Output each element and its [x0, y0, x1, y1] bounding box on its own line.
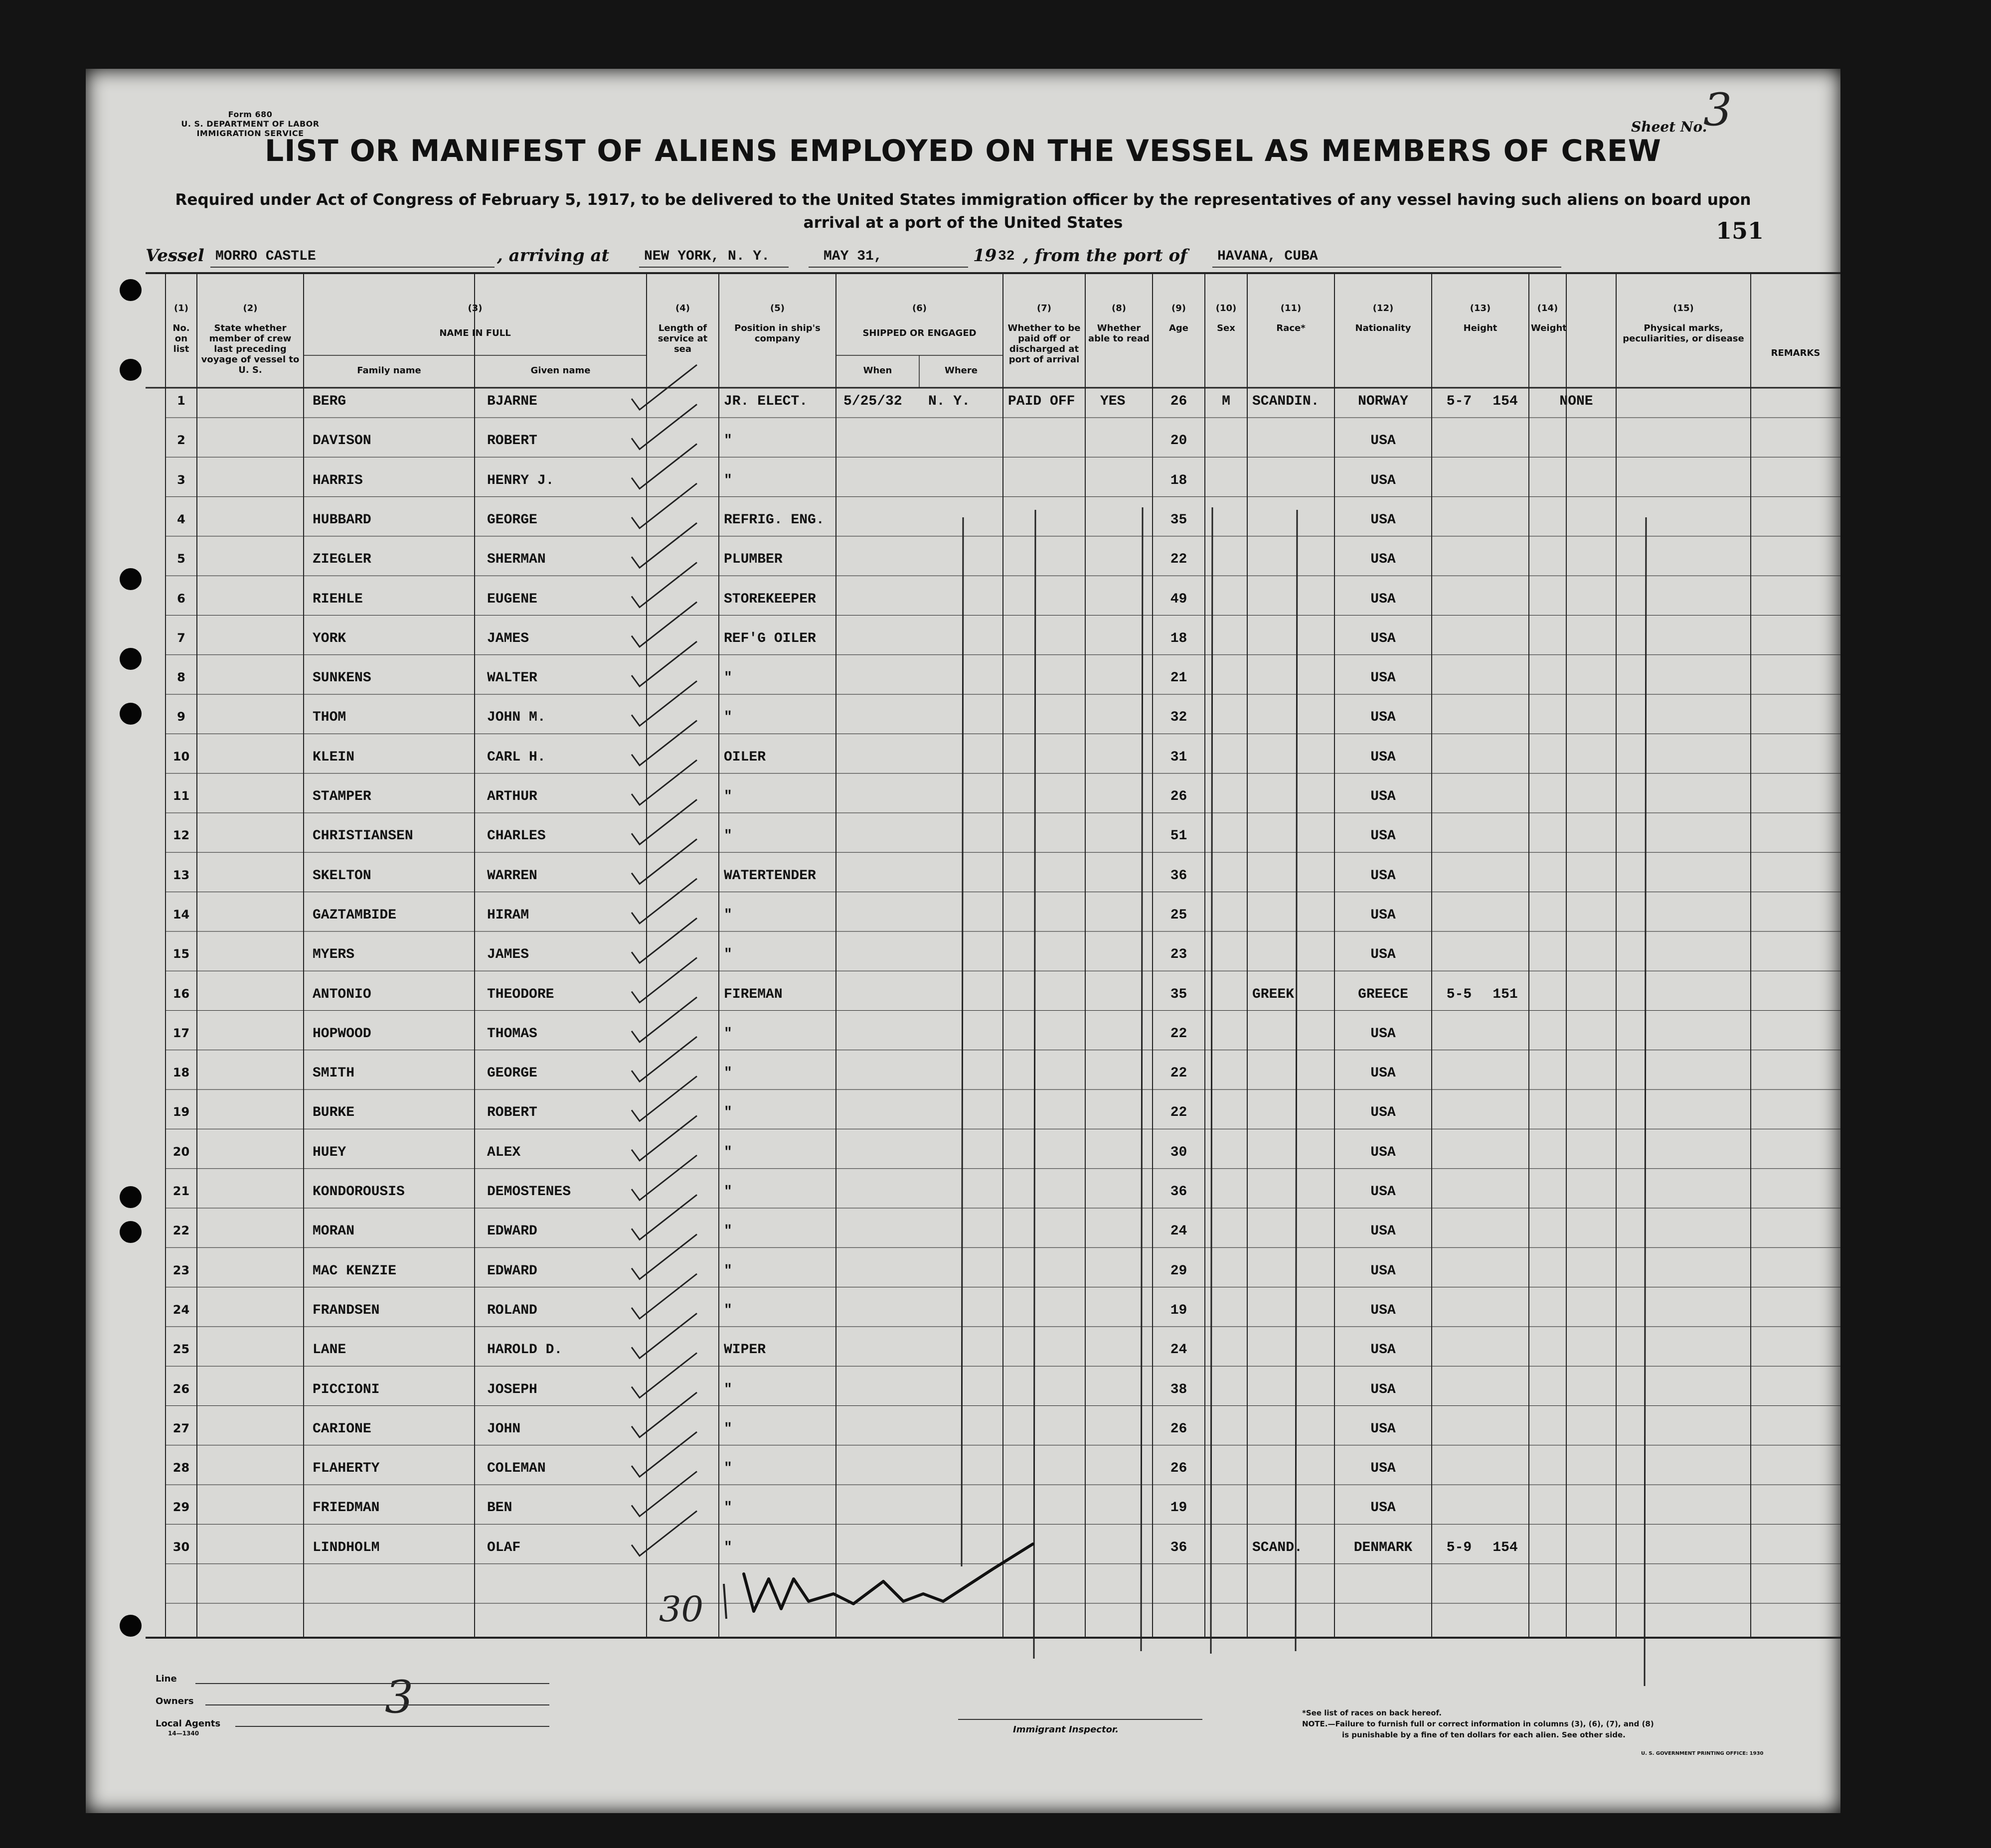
cell-given: JOSEPH — [487, 1382, 537, 1397]
cell-no: 8 — [177, 670, 185, 685]
cell-given: HENRY J. — [487, 472, 554, 488]
cell-position: " — [724, 1144, 732, 1160]
cell-position: " — [724, 1263, 732, 1279]
col-where-header: Where — [945, 365, 978, 376]
col-paid-off-number: (7) — [1037, 303, 1051, 313]
arriving-label: , arriving at — [497, 246, 610, 266]
cell-no: 9 — [177, 710, 185, 724]
cell-position: FIREMAN — [724, 986, 783, 1002]
vessel-label: Vessel — [146, 246, 204, 266]
col-shipped-number: (6) — [912, 303, 927, 313]
cell-age: 18 — [1170, 630, 1187, 646]
col-paid-off-header: Whether to be paid off or discharged at port of arrival — [1007, 323, 1081, 365]
department-name: U. S. DEPARTMENT OF LABOR — [181, 119, 320, 129]
cell-nationality: NORWAY — [1358, 394, 1408, 409]
page-title: LIST OR MANIFEST OF ALIENS EMPLOYED ON THE VESSEL AS MEMBERS OF CREW — [265, 134, 1661, 168]
cell-no: 4 — [177, 512, 185, 526]
cell-given: GEORGE — [487, 1066, 537, 1081]
col-height-header: Height — [1463, 323, 1497, 333]
cell-family: PICCIONI — [313, 1382, 380, 1397]
cell-given: EDWARD — [487, 1263, 537, 1279]
cell-age: 19 — [1170, 1500, 1187, 1516]
col-service-length-number: (4) — [675, 303, 690, 313]
cell-family: LANE — [313, 1342, 346, 1358]
punch-hole — [120, 648, 142, 670]
cell-nationality: USA — [1370, 868, 1396, 884]
cell-family: ZIEGLER — [313, 552, 371, 568]
col-service-length-header: Length of service at sea — [658, 323, 708, 354]
line-value: 3 — [385, 1671, 414, 1723]
cell-family: MAC KENZIE — [313, 1263, 397, 1279]
cell-age: 20 — [1170, 433, 1187, 449]
cell-nationality: USA — [1370, 1302, 1396, 1318]
cell-weight: 154 — [1493, 1540, 1518, 1555]
cell-given: ROLAND — [487, 1302, 537, 1318]
cell-family: CARIONE — [313, 1421, 371, 1437]
cell-nationality: USA — [1370, 472, 1396, 488]
cell-position: " — [724, 1026, 732, 1042]
cell-nationality: USA — [1370, 1461, 1396, 1477]
arrival-date: MAY 31, — [824, 249, 882, 264]
cell-age: 35 — [1170, 986, 1187, 1002]
page-number: 151 — [1716, 217, 1764, 244]
cell-family: SMITH — [313, 1066, 355, 1081]
col-position-header: Position in ship's company — [734, 323, 821, 344]
cell-no: 22 — [172, 1224, 190, 1238]
cell-nationality: USA — [1370, 749, 1396, 765]
cell-nationality: USA — [1370, 907, 1396, 923]
cell-read: YES — [1100, 394, 1126, 409]
cell-nationality: USA — [1370, 591, 1396, 607]
cell-race: SCANDIN. — [1252, 394, 1320, 409]
cell-nationality: USA — [1370, 789, 1396, 804]
cell-no: 17 — [172, 1026, 190, 1040]
cell-position: " — [724, 907, 732, 923]
cell-height: 5-5 — [1446, 986, 1472, 1002]
cell-nationality: USA — [1370, 670, 1396, 686]
cell-age: 49 — [1170, 591, 1187, 607]
cell-age: 22 — [1170, 1105, 1187, 1121]
footer-rules — [86, 69, 1840, 1813]
cell-height: 5-9 — [1446, 1540, 1472, 1555]
cell-family: BERG — [313, 394, 346, 409]
cell-no: 28 — [172, 1461, 190, 1475]
cell-given: DEMOSTENES — [487, 1184, 571, 1200]
cell-given: CARL H. — [487, 749, 546, 765]
col-shipped-header: SHIPPED OR ENGAGED — [862, 328, 977, 338]
cell-family: MORAN — [313, 1224, 355, 1239]
cell-family: DAVISON — [313, 433, 371, 449]
cell-no: 27 — [172, 1421, 190, 1435]
cell-age: 36 — [1170, 868, 1187, 884]
cell-nationality: USA — [1370, 1026, 1396, 1042]
cell-marks: NONE — [1559, 394, 1593, 409]
cell-position: " — [724, 1461, 732, 1477]
cell-family: SKELTON — [313, 868, 371, 884]
cell-family: MYERS — [313, 947, 355, 963]
cell-age: 24 — [1170, 1342, 1187, 1358]
cell-family: BURKE — [313, 1105, 355, 1121]
cell-family: ANTONIO — [313, 986, 371, 1002]
cell-position: " — [724, 1421, 732, 1437]
col-age-number: (9) — [1171, 303, 1186, 313]
cell-nationality: USA — [1370, 1342, 1396, 1358]
cell-no: 16 — [172, 986, 190, 1001]
cell-nationality: USA — [1370, 1421, 1396, 1437]
cell-position: " — [724, 1540, 732, 1555]
cell-nationality: USA — [1370, 1105, 1396, 1121]
sheet-number-value: 3 — [1703, 84, 1732, 136]
col-name-number: (3) — [468, 303, 483, 313]
line-label: Line — [156, 1674, 177, 1684]
cell-age: 51 — [1170, 828, 1187, 844]
cell-no: 15 — [172, 947, 190, 961]
cell-age: 36 — [1170, 1184, 1187, 1200]
cell-position: " — [724, 710, 732, 726]
cell-position: " — [724, 828, 732, 844]
cell-given: GEORGE — [487, 512, 537, 528]
cell-no: 19 — [172, 1105, 190, 1119]
cell-position: " — [724, 947, 732, 963]
cell-position: PLUMBER — [724, 552, 783, 568]
cell-age: 26 — [1170, 394, 1187, 409]
cell-position: JR. ELECT. — [724, 394, 808, 409]
cell-given: WARREN — [487, 868, 537, 884]
col-name-header: NAME IN FULL — [439, 328, 511, 338]
cell-age: 26 — [1170, 1421, 1187, 1437]
cell-nationality: USA — [1370, 1066, 1396, 1081]
col-nationality-number: (12) — [1372, 303, 1394, 313]
cell-nationality: USA — [1370, 1184, 1396, 1200]
cell-position: " — [724, 1105, 732, 1121]
cell-family: SUNKENS — [313, 670, 371, 686]
cell-position: OILER — [724, 749, 766, 765]
cell-given: EDWARD — [487, 1224, 537, 1239]
printing-note: U. S. GOVERNMENT PRINTING OFFICE: 1930 — [1641, 1751, 1764, 1756]
col-read-header: Whether able to read — [1088, 323, 1150, 344]
cell-given: EUGENE — [487, 591, 537, 607]
cell-when: 5/25/32 — [843, 394, 902, 409]
cell-no: 10 — [172, 749, 190, 764]
cell-age: 30 — [1170, 1144, 1187, 1160]
cell-given: JAMES — [487, 630, 529, 646]
inspector-signature — [744, 1544, 1033, 1611]
cell-no: 24 — [172, 1302, 190, 1317]
col-physical-marks-header: Physical marks, peculiarities, or disease — [1623, 323, 1744, 344]
cell-nationality: USA — [1370, 828, 1396, 844]
col-height-number: (13) — [1470, 303, 1491, 313]
year-prefix: 19 — [973, 246, 997, 266]
col-family-name-header: Family name — [357, 365, 421, 376]
cell-age: 35 — [1170, 512, 1187, 528]
local-agents-label: Local Agents — [156, 1718, 221, 1729]
punch-hole — [120, 279, 142, 301]
punch-hole — [120, 703, 142, 725]
page-subtitle: Required under Act of Congress of February 5, 1917, to be delivered to the United States immigration officer by the representatives of any vessel having such aliens on board upon arrival at a port of the United States — [175, 191, 1751, 232]
cell-given: BJARNE — [487, 394, 537, 409]
cell-given: OLAF — [487, 1540, 521, 1555]
cell-no: 30 — [172, 1540, 190, 1554]
cell-no: 1 — [177, 394, 185, 408]
cell-nationality: DENMARK — [1353, 1540, 1413, 1555]
col-weight-header: Weight — [1531, 323, 1567, 333]
cell-where: N. Y. — [928, 394, 971, 409]
cell-no: 20 — [172, 1144, 190, 1159]
col-no-number: (1) — [174, 303, 188, 313]
cell-age: 24 — [1170, 1224, 1187, 1239]
punch-hole — [120, 568, 142, 590]
cell-no: 7 — [177, 630, 185, 645]
cell-position: WIPER — [724, 1342, 766, 1358]
cell-nationality: USA — [1370, 512, 1396, 528]
cell-family: YORK — [313, 630, 346, 646]
arrival-port: NEW YORK, N. Y. — [644, 249, 770, 264]
cell-nationality: USA — [1370, 947, 1396, 963]
origin-port: HAVANA, CUBA — [1217, 249, 1318, 264]
cell-no: 5 — [177, 552, 185, 566]
col-race-number: (11) — [1280, 303, 1302, 313]
cell-position: " — [724, 789, 732, 804]
col-position-number: (5) — [770, 303, 785, 313]
cell-nationality: USA — [1370, 1263, 1396, 1279]
col-sex-number: (10) — [1215, 303, 1237, 313]
cell-position: " — [724, 1066, 732, 1081]
cell-given: HIRAM — [487, 907, 529, 923]
cell-age: 26 — [1170, 789, 1187, 804]
cell-position: " — [724, 472, 732, 488]
cell-given: JOHN M. — [487, 710, 546, 726]
cell-no: 11 — [172, 789, 190, 803]
cell-no: 2 — [177, 433, 185, 448]
cell-family: HOPWOOD — [313, 1026, 371, 1042]
col-race-header: Race* — [1276, 323, 1306, 333]
cell-paid: PAID OFF — [1008, 394, 1075, 409]
cell-no: 25 — [172, 1342, 190, 1357]
vessel-name: MORRO CASTLE — [215, 249, 316, 264]
cell-position: " — [724, 1224, 732, 1239]
cell-age: 23 — [1170, 947, 1187, 963]
cell-nationality: USA — [1370, 1144, 1396, 1160]
from-port-label: , from the port of — [1023, 246, 1187, 266]
col-no-header: No. on list — [172, 323, 190, 354]
cell-position: STOREKEEPER — [724, 591, 816, 607]
cell-given: HAROLD D. — [487, 1342, 563, 1358]
cell-age: 22 — [1170, 1026, 1187, 1042]
cell-given: THEODORE — [487, 986, 554, 1002]
cell-given: ROBERT — [487, 433, 537, 449]
col-sex-header: Sex — [1217, 323, 1235, 333]
punch-hole — [120, 1221, 142, 1243]
cell-given: ARTHUR — [487, 789, 537, 804]
cell-given: ALEX — [487, 1144, 521, 1160]
cell-nationality: USA — [1370, 1382, 1396, 1397]
cell-height: 5-7 — [1446, 394, 1472, 409]
cell-position: WATERTENDER — [724, 868, 816, 884]
cell-family: LINDHOLM — [313, 1540, 380, 1555]
service-name: IMMIGRATION SERVICE — [196, 129, 304, 138]
cell-family: THOM — [313, 710, 346, 726]
punch-hole — [120, 1615, 142, 1637]
cell-age: 19 — [1170, 1302, 1187, 1318]
punch-hole — [120, 359, 142, 381]
penalty-note-cont: is punishable by a fine of ten dollars for each alien. See other side. — [1342, 1730, 1626, 1739]
cell-nationality: USA — [1370, 1224, 1396, 1239]
cell-position: " — [724, 670, 732, 686]
cell-sex: M — [1222, 394, 1230, 409]
cell-given: WALTER — [487, 670, 537, 686]
race-note: *See list of races on back hereof. — [1302, 1708, 1442, 1717]
cell-no: 12 — [172, 828, 190, 843]
cell-no: 21 — [172, 1184, 190, 1198]
col-physical-marks-number: (15) — [1673, 303, 1694, 313]
cell-family: FRANDSEN — [313, 1302, 380, 1318]
cell-nationality: GREECE — [1358, 986, 1408, 1002]
punch-hole — [120, 1186, 142, 1208]
cell-position: " — [724, 1500, 732, 1516]
cell-no: 23 — [172, 1263, 190, 1277]
cell-given: CHARLES — [487, 828, 546, 844]
col-remarks-header: REMARKS — [1771, 348, 1821, 358]
cell-position: " — [724, 433, 732, 449]
cell-no: 29 — [172, 1500, 190, 1515]
cell-weight: 151 — [1493, 986, 1518, 1002]
col-nationality-header: Nationality — [1355, 323, 1411, 333]
col-weight-number: (14) — [1537, 303, 1558, 313]
cell-family: CHRISTIANSEN — [313, 828, 413, 844]
cell-no: 26 — [172, 1382, 190, 1396]
cell-age: 22 — [1170, 1066, 1187, 1081]
cell-position: REF'G OILER — [724, 630, 816, 646]
cell-family: HARRIS — [313, 472, 363, 488]
cell-family: HUBBARD — [313, 512, 371, 528]
cell-nationality: USA — [1370, 710, 1396, 726]
form-number: Form 680 — [228, 110, 273, 119]
cell-race: GREEK — [1252, 986, 1295, 1002]
cell-family: KONDOROUSIS — [313, 1184, 405, 1200]
cell-race: SCAND. — [1252, 1540, 1303, 1555]
col-age-header: Age — [1168, 323, 1189, 333]
cell-no: 13 — [172, 868, 190, 882]
sheet-number-label: Sheet No. — [1631, 119, 1707, 135]
cell-position: " — [724, 1382, 732, 1397]
col-given-name-header: Given name — [530, 365, 591, 376]
year-suffix: 32 — [998, 249, 1015, 264]
cell-age: 22 — [1170, 552, 1187, 568]
cell-family: HUEY — [313, 1144, 346, 1160]
cell-family: GAZTAMBIDE — [313, 907, 397, 923]
handwritten-tally: 30 — [659, 1589, 704, 1630]
cell-given: ROBERT — [487, 1105, 537, 1121]
col-read-number: (8) — [1112, 303, 1126, 313]
cell-family: FRIEDMAN — [313, 1500, 380, 1516]
cell-no: 18 — [172, 1066, 190, 1080]
cell-given: THOMAS — [487, 1026, 537, 1042]
cell-position: " — [724, 1184, 732, 1200]
cell-given: BEN — [487, 1500, 512, 1516]
cell-family: STAMPER — [313, 789, 371, 804]
cell-no: 14 — [172, 907, 190, 922]
col-when-header: When — [863, 365, 892, 376]
cell-age: 36 — [1170, 1540, 1187, 1555]
cell-weight: 154 — [1493, 394, 1518, 409]
cell-position: REFRIG. ENG. — [724, 512, 825, 528]
cell-nationality: USA — [1370, 433, 1396, 449]
inspector-label: Immigrant Inspector. — [1013, 1724, 1119, 1735]
cell-nationality: USA — [1370, 630, 1396, 646]
owners-label: Owners — [156, 1696, 194, 1706]
cell-no: 3 — [177, 472, 185, 487]
col-previous-voyage-header: State whether member of crew last preceding voyage of vessel to U. S. — [201, 323, 300, 375]
cell-age: 38 — [1170, 1382, 1187, 1397]
cell-given: SHERMAN — [487, 552, 546, 568]
cell-age: 25 — [1170, 907, 1187, 923]
cell-age: 26 — [1170, 1461, 1187, 1477]
cell-age: 29 — [1170, 1263, 1187, 1279]
cell-age: 32 — [1170, 710, 1187, 726]
cell-nationality: USA — [1370, 1500, 1396, 1516]
cell-nationality: USA — [1370, 552, 1396, 568]
cell-family: KLEIN — [313, 749, 355, 765]
cell-family: RIEHLE — [313, 591, 363, 607]
penalty-note: NOTE.—Failure to furnish full or correct information in columns (3), (6), (7), and (8) — [1302, 1719, 1654, 1728]
cell-no: 6 — [177, 591, 185, 606]
cell-given: JAMES — [487, 947, 529, 963]
cell-family: FLAHERTY — [313, 1461, 380, 1477]
col-previous-voyage-number: (2) — [243, 303, 258, 313]
manifest-page — [86, 69, 1840, 1813]
cell-age: 21 — [1170, 670, 1187, 686]
cell-position: " — [724, 1302, 732, 1318]
cell-given: JOHN — [487, 1421, 521, 1437]
form-code: 14—1340 — [168, 1730, 199, 1737]
cell-age: 18 — [1170, 472, 1187, 488]
cell-age: 31 — [1170, 749, 1187, 765]
cell-given: COLEMAN — [487, 1461, 546, 1477]
